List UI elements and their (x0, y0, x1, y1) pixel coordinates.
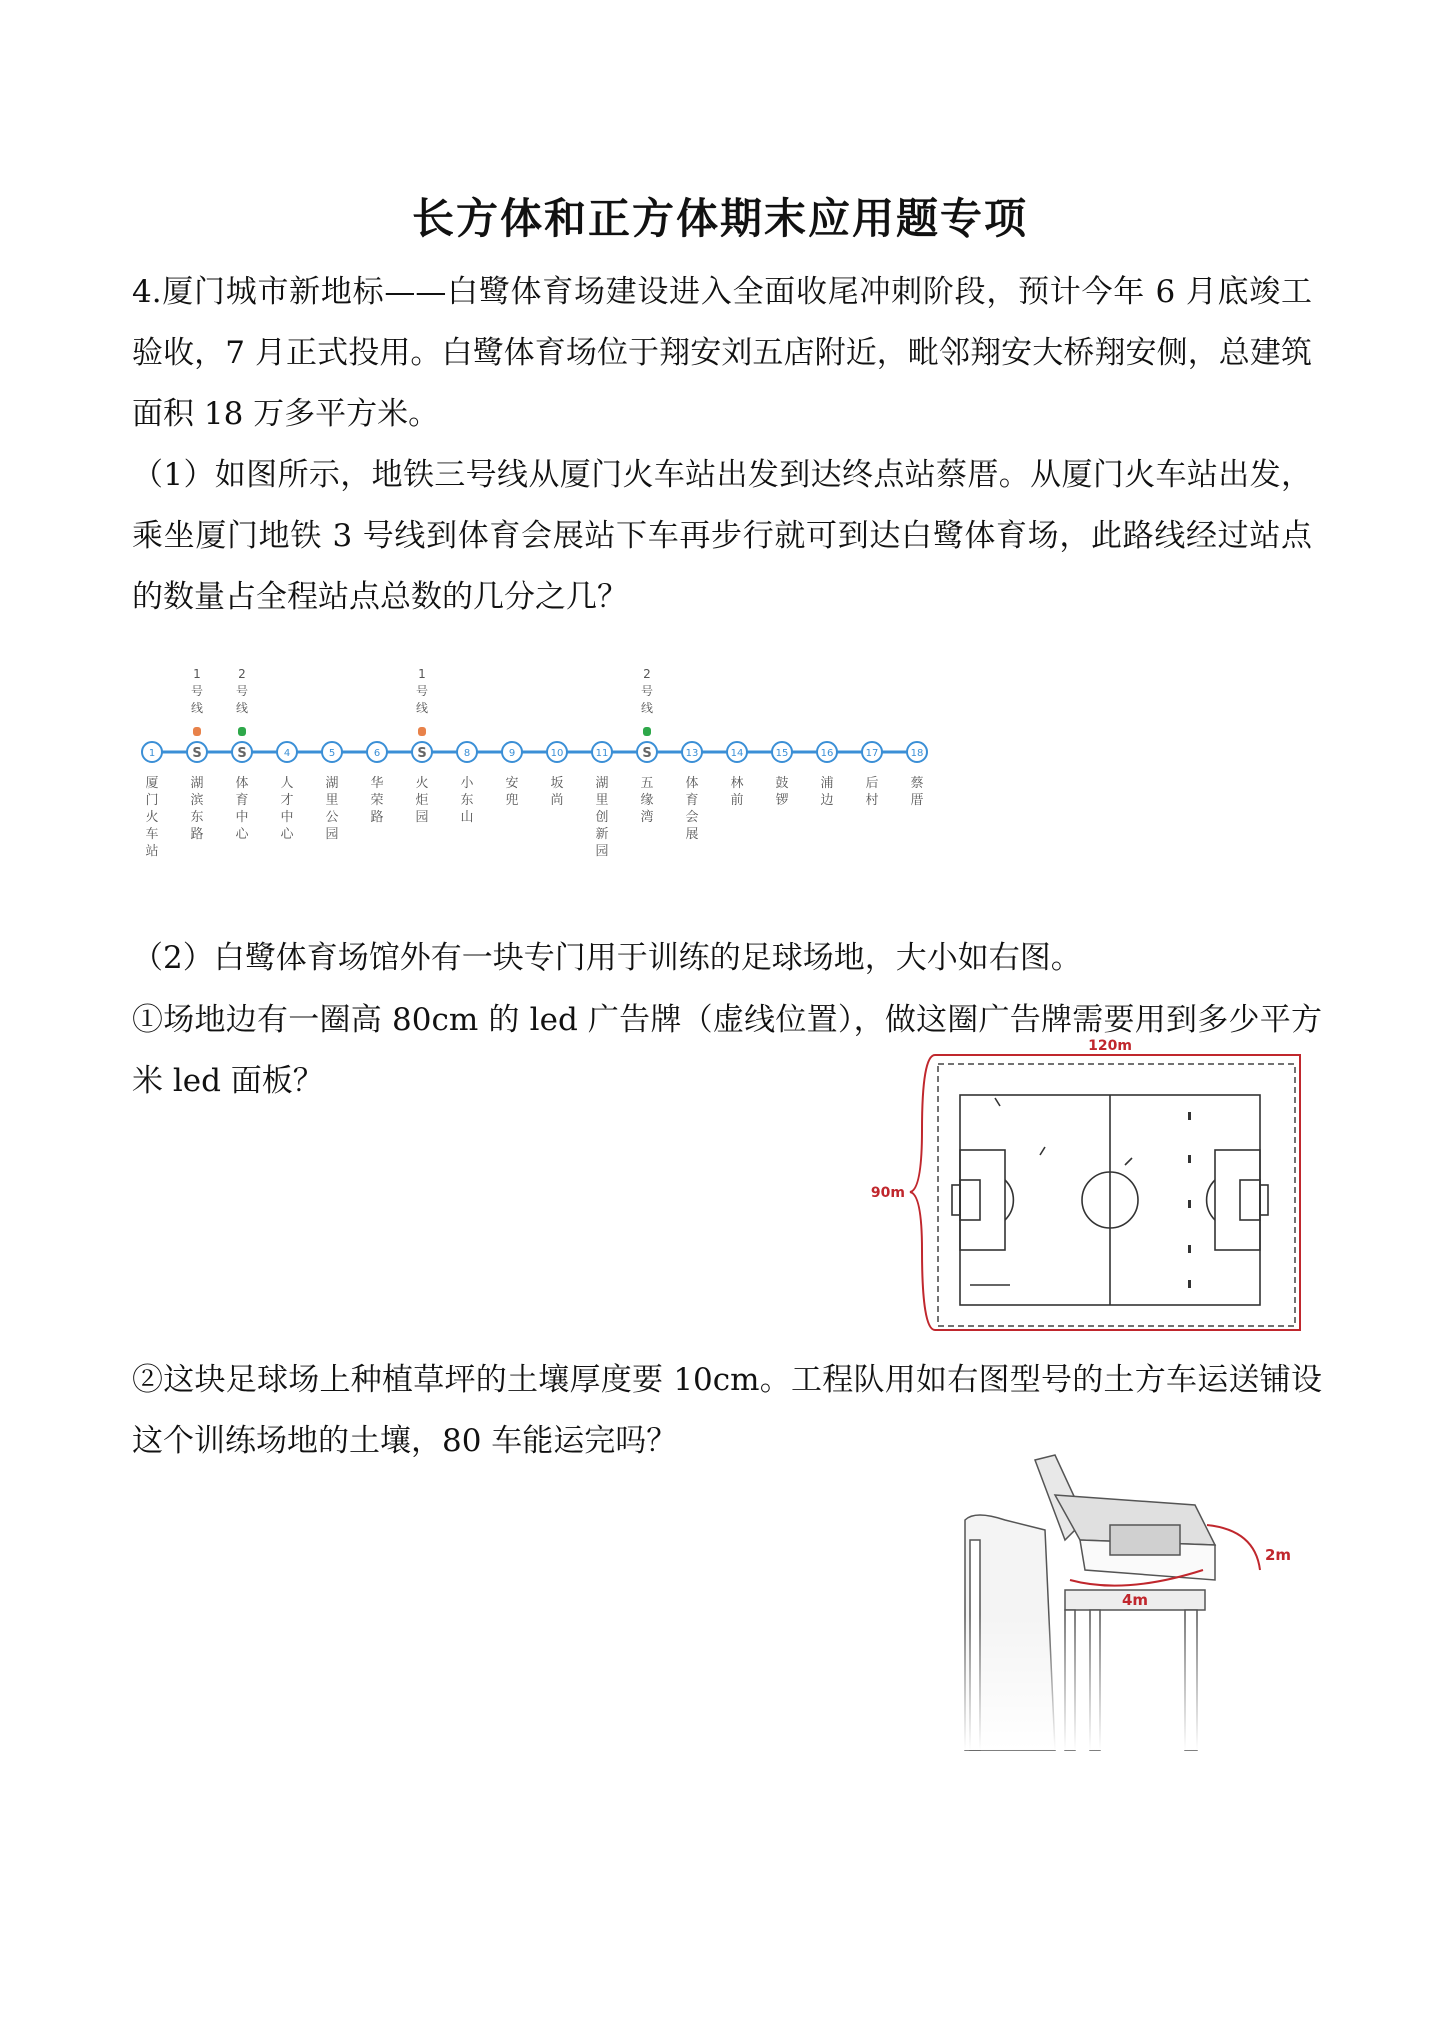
metro-station (322, 742, 342, 842)
station-number: 14 (730, 748, 744, 759)
transfer-line-dot (643, 727, 651, 736)
station-name: 东 (460, 793, 474, 808)
station-name: 厝 (910, 793, 924, 808)
station-name: 路 (190, 827, 204, 842)
metro-station (682, 742, 702, 842)
station-name: 火 (145, 810, 159, 825)
station-name: 体 (235, 776, 249, 791)
transfer-line-label: 线 (190, 701, 204, 715)
station-number: 4 (283, 748, 291, 759)
station-name: 湖 (595, 776, 609, 791)
field-width-label: 120m (1088, 1038, 1132, 1054)
station-name: 滨 (190, 793, 204, 808)
metro-station (457, 742, 477, 825)
station-number: 16 (820, 748, 834, 759)
station-number: 17 (865, 748, 879, 759)
station-name: 锣 (775, 793, 789, 808)
station-name: 缘 (640, 793, 654, 808)
station-number: 15 (775, 748, 789, 759)
transfer-line-label: 号 (640, 684, 654, 698)
transfer-icon: S (417, 746, 427, 761)
station-name: 小 (460, 776, 474, 791)
station-name: 育 (685, 793, 699, 808)
transfer-icon: S (192, 746, 202, 761)
transfer-line-label: 线 (640, 701, 654, 715)
station-name: 新 (595, 827, 609, 842)
station-name: 安 (505, 776, 519, 791)
station-name: 鼓 (775, 776, 789, 791)
metro-station (502, 742, 522, 808)
station-name: 尚 (550, 793, 564, 808)
station-name: 坂 (550, 776, 564, 791)
football-field-diagram (870, 1038, 1320, 1340)
station-number: 18 (910, 748, 924, 759)
problem-intro: 4.厦门城市新地标——白鹭体育场建设进入全面收尾冲刺阶段，预计今年 6 月底竣工验收，7 月正式投用。白鹭体育场位于翔安刘五店附近，毗邻翔安大桥翔安侧，总建筑面积 18 万多平方米。 (132, 274, 1312, 432)
station-number: 10 (550, 748, 564, 759)
question-2-1: ①场地边有一圈高 80cm 的 led 广告牌（虚线位置），做这圈广告牌需要用到多少平方米 led 面板？ (132, 1002, 1322, 1099)
station-name: 育 (235, 793, 249, 808)
station-name: 湾 (640, 810, 654, 825)
metro-station (187, 667, 207, 842)
station-name: 路 (370, 810, 384, 825)
station-name: 人 (280, 776, 294, 791)
station-name: 林 (730, 776, 744, 791)
station-number: 9 (508, 748, 516, 759)
station-name: 体 (685, 776, 699, 791)
station-name: 湖 (325, 776, 339, 791)
page-title: 长方体和正方体期末应用题专项 (411, 194, 1028, 243)
station-name: 才 (280, 793, 294, 808)
station-name: 园 (325, 827, 339, 842)
station-name: 边 (820, 793, 834, 808)
station-name: 心 (280, 827, 294, 842)
transfer-line-dot (193, 727, 201, 736)
station-name: 浦 (820, 776, 834, 791)
station-name: 前 (730, 793, 744, 808)
station-name: 会 (685, 810, 699, 825)
transfer-line-label: 线 (235, 701, 249, 715)
station-name: 炬 (415, 793, 429, 808)
station-name: 厦 (145, 776, 159, 791)
metro-station (547, 742, 567, 808)
metro-station (142, 742, 162, 859)
station-name: 山 (460, 810, 474, 825)
station-name: 蔡 (910, 776, 924, 791)
transfer-line-label: 号 (415, 684, 429, 698)
dump-truck-diagram (945, 1450, 1315, 1750)
metro-station (277, 742, 297, 842)
transfer-line-dot (238, 727, 246, 736)
metro-line-map (130, 660, 950, 890)
station-number: 1 (148, 748, 156, 759)
metro-station (862, 742, 882, 808)
station-number: 11 (595, 748, 609, 759)
metro-station (592, 742, 612, 859)
transfer-icon: S (237, 746, 247, 761)
station-name: 湖 (190, 776, 204, 791)
station-name: 后 (865, 776, 879, 791)
station-number: 6 (373, 748, 381, 759)
transfer-line-dot (418, 727, 426, 736)
metro-station (727, 742, 747, 808)
transfer-line-label: 2 (238, 667, 246, 681)
field-height-label: 90m (870, 1185, 905, 1201)
transfer-line-label: 号 (235, 684, 249, 698)
station-number: 5 (328, 748, 336, 759)
metro-station (412, 667, 432, 825)
station-name: 荣 (370, 793, 384, 808)
transfer-line-label: 号 (190, 684, 204, 698)
station-name: 园 (595, 844, 609, 859)
metro-station (772, 742, 792, 808)
transfer-icon: S (642, 746, 652, 761)
metro-station (907, 742, 927, 808)
transfer-line-label: 线 (415, 701, 429, 715)
station-name: 心 (235, 827, 249, 842)
station-name: 门 (145, 793, 159, 808)
station-name: 中 (280, 810, 294, 825)
station-name: 中 (235, 810, 249, 825)
station-name: 村 (865, 793, 879, 808)
station-name: 园 (415, 810, 429, 825)
station-number: 8 (463, 748, 471, 759)
question-2: （2）白鹭体育场馆外有一块专门用于训练的足球场地，大小如右图。 (132, 940, 1082, 976)
transfer-line-label: 1 (193, 667, 201, 681)
metro-station (637, 667, 657, 825)
metro-station (817, 742, 837, 808)
station-name: 兜 (505, 793, 519, 808)
question-1: （1）如图所示，地铁三号线从厦门火车站出发到达终点站蔡厝。从厦门火车站出发，乘坐厦门地铁 3 号线到体育会展站下车再步行就可到达白鹭体育场，此路线经过站点的数量占全程站点总数的几分之几？ (132, 457, 1312, 615)
station-number: 13 (685, 748, 699, 759)
question-2-2: ②这块足球场上种植草坪的土壤厚度要 10cm。工程队用如右图型号的土方车运送铺设这个训练场地的土壤，80 车能运完吗？ (132, 1362, 1322, 1459)
station-name: 里 (325, 793, 339, 808)
metro-station (232, 667, 252, 842)
station-name: 火 (415, 776, 429, 791)
station-name: 东 (190, 810, 204, 825)
station-name: 展 (685, 827, 699, 842)
station-name: 站 (145, 844, 159, 859)
transfer-line-label: 2 (643, 667, 651, 681)
station-name: 创 (595, 810, 609, 825)
metro-station (367, 742, 387, 825)
station-name: 五 (640, 776, 654, 791)
station-name: 华 (370, 776, 384, 791)
transfer-line-label: 1 (418, 667, 426, 681)
station-name: 里 (595, 793, 609, 808)
station-name: 车 (145, 827, 159, 842)
station-name: 公 (325, 810, 339, 825)
